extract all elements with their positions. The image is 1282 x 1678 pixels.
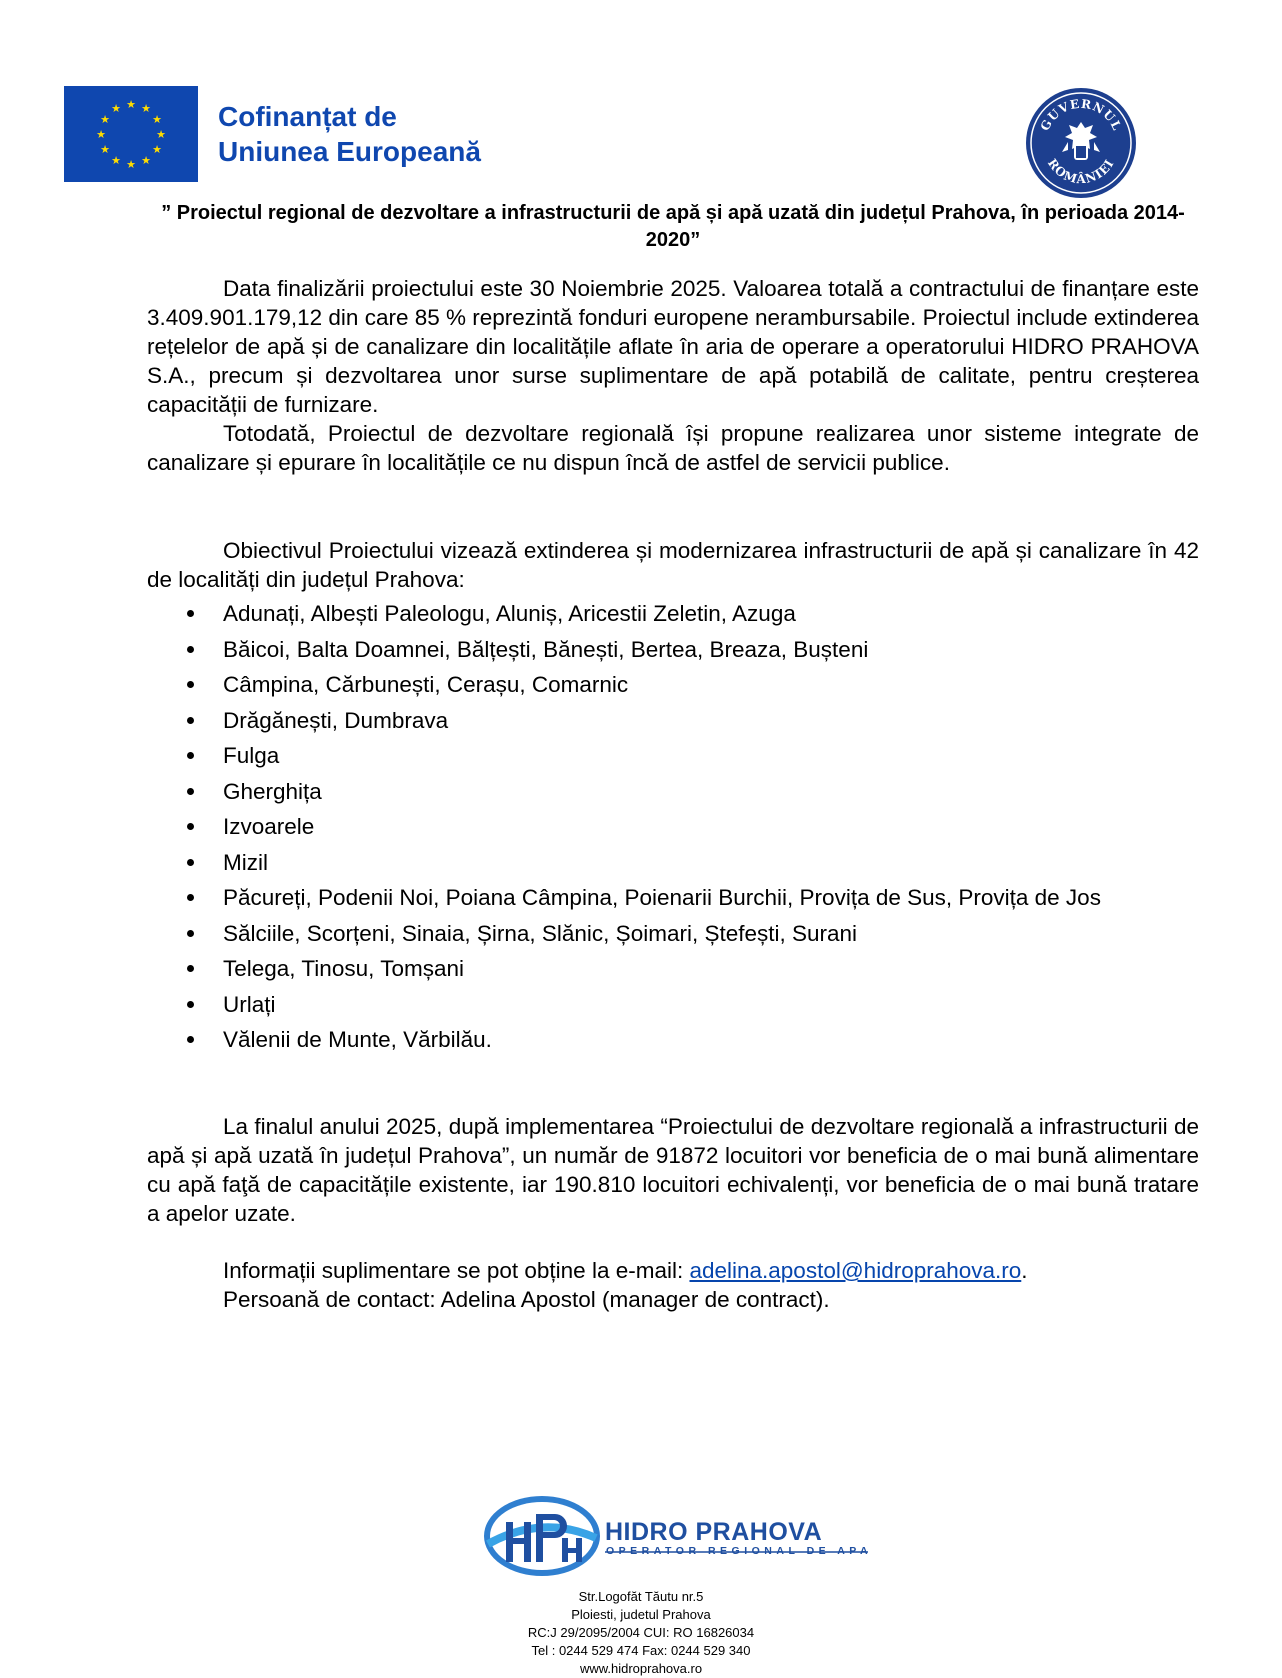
objective-paragraph: Obiectivul Proiectului vizează extinderea și modernizarea infrastructurii de apă și canalizare în 42 de localități din județul Prahova:: [147, 538, 1199, 592]
address-line: Ploiesti, judetul Prahova: [571, 1607, 711, 1622]
bullet-icon: [187, 717, 194, 724]
list-item: [147, 634, 1199, 666]
svg-text:★: ★: [111, 102, 121, 115]
footer-address: [441, 1588, 841, 1678]
objective-section: [147, 536, 1199, 594]
address-line: Str.Logofăt Tăutu nr.5: [578, 1589, 704, 1604]
svg-text:★: ★: [100, 143, 110, 156]
eu-flag-icon: [64, 86, 198, 182]
contact-info-line: [147, 1256, 1199, 1285]
list-item-text: Drăgănești, Dumbrava: [223, 707, 449, 733]
list-item: [147, 669, 1199, 701]
government-seal-icon: [1024, 86, 1138, 200]
list-item-text: Fulga: [223, 743, 280, 768]
list-item: [147, 918, 1199, 950]
seal-top-text: GUVERNUL: [1037, 96, 1125, 134]
bullet-icon: [187, 823, 194, 830]
bullet-icon: [187, 1036, 194, 1043]
seal-bottom-text: ROMÂNIEI: [1044, 156, 1117, 187]
list-item-text: Gherghița: [223, 778, 322, 804]
svg-text:★: ★: [156, 128, 166, 141]
list-item: [147, 705, 1199, 737]
list-item-text: Păcureți, Podenii Noi, Poiana Câmpina, Poienarii Burchii, Provița de Sus, Provița de Jos: [223, 885, 1101, 910]
romanian-government-seal: [1024, 86, 1138, 200]
bullet-icon: [187, 894, 194, 901]
list-item-text: Sălciile, Scorțeni, Sinaia, Șirna, Slănic, Șoimari, Ștefești, Surani: [223, 920, 858, 946]
list-item: [147, 740, 1199, 772]
list-item: [147, 882, 1199, 914]
list-item-text: Urlați: [223, 991, 276, 1017]
bullet-icon: [187, 859, 194, 866]
eu-cofinancing-label: [218, 99, 481, 169]
list-item: [147, 1024, 1199, 1056]
bullet-icon: [187, 610, 194, 617]
svg-text:★: ★: [111, 154, 121, 167]
contact-email-link[interactable]: adelina.apostol@hidroprahova.ro: [689, 1258, 1022, 1283]
intro-paragraph: Data finalizării proiectului este 30 Noiembrie 2025. Valoarea totală a contractului de finanțare este 3.409.901.179,12 din care 85 % reprezintă fonduri europene nerambursabile. Proiectul include extinderea rețelelor de apă și de canalizare din localitățile aflate în aria de operare a operatorului HIDRO PRAHOVA S.A., precum și dezvoltarea unor surse suplimentare de apă potabilă de calitate, pentru creșterea capacității de furnizare.: [147, 276, 1199, 417]
bullet-icon: [187, 752, 194, 759]
outcome-section: [147, 1112, 1199, 1228]
project-title: ” Proiectul regional de dezvoltare a infrastructurii de apă și apă uzată din județul Prahova, în perioada 2014-2020”: [161, 202, 1185, 251]
contact-info-prefix: Informații suplimentare se pot obține la e-mail:: [223, 1258, 690, 1283]
list-item-text: Băicoi, Balta Doamnei, Bălțești, Bănești, Bertea, Breaza, Bușteni: [223, 636, 869, 662]
svg-text:★: ★: [141, 102, 151, 115]
bullet-icon: [187, 646, 194, 653]
list-item: [147, 776, 1199, 808]
svg-text:★: ★: [141, 154, 151, 167]
bullet-icon: [187, 788, 194, 795]
outcome-paragraph: La finalul anului 2025, după implementarea “Proiectului de dezvoltare regională a infrastructurii de apă și apă uzată în județul Prahova”, un număr de 91872 locuitori vor beneficia de o mai bună alimentare cu apă faţă de capacitățile existente, iar 190.810 locuitori echivalenți, vor beneficia de o mai bună tratare a apelor uzate.: [147, 1114, 1199, 1226]
list-item: [147, 598, 1199, 630]
website-link[interactable]: www.hidroprahova.ro: [579, 1661, 703, 1676]
svg-text:★: ★: [126, 98, 136, 111]
list-item: [147, 811, 1199, 843]
address-line: RC:J 29/2095/2004 CUI: RO 16826034: [527, 1625, 755, 1640]
list-item-text: Adunați, Albești Paleologu, Aluniș, Aricestii Zeletin, Azuga: [223, 601, 796, 626]
address-line: Tel : 0244 529 474 Fax: 0244 529 340: [531, 1643, 751, 1658]
list-item-text: Izvoarele: [223, 814, 315, 839]
svg-text:★: ★: [126, 158, 136, 171]
list-item-text: Mizil: [223, 849, 268, 875]
svg-text:★: ★: [100, 113, 110, 126]
contact-person-line: Persoană de contact: Adelina Apostol (manager de contract).: [223, 1287, 830, 1312]
contact-section: [147, 1256, 1199, 1314]
footer-tagline: OPERATOR REGIONAL DE APA: [606, 1545, 873, 1557]
svg-text:★: ★: [152, 143, 162, 156]
svg-text:★: ★: [96, 128, 106, 141]
list-item-text: Câmpina, Cărbunești, Cerașu, Comarnic: [223, 672, 629, 697]
list-item: [147, 953, 1199, 985]
bullet-icon: [187, 965, 194, 972]
contact-info-suffix: .: [1021, 1258, 1028, 1283]
intro-section: [147, 274, 1199, 477]
bullet-icon: [187, 681, 194, 688]
eu-label-line2: Uniunea Europeană: [218, 136, 481, 167]
list-item-text: Vălenii de Munte, Vărbilău.: [223, 1027, 492, 1052]
list-item: [147, 989, 1199, 1021]
bullet-icon: [187, 1001, 194, 1008]
eu-label-line1: Cofinanțat de: [218, 101, 397, 132]
localities-list: [147, 598, 1199, 1060]
list-item-text: Telega, Tinosu, Tomșani: [223, 956, 464, 981]
list-item: [147, 847, 1199, 879]
footer-brand-name: HIDRO PRAHOVA: [605, 1518, 823, 1546]
bullet-icon: [187, 930, 194, 937]
eu-cofinancing-block: [64, 86, 481, 182]
svg-text:★: ★: [152, 113, 162, 126]
regional-paragraph: Totodată, Proiectul de dezvoltare regională își propune realizarea unor sisteme integrate de canalizare și epurare în localitățile ce nu dispun încă de astfel de servicii publice.: [147, 421, 1199, 475]
